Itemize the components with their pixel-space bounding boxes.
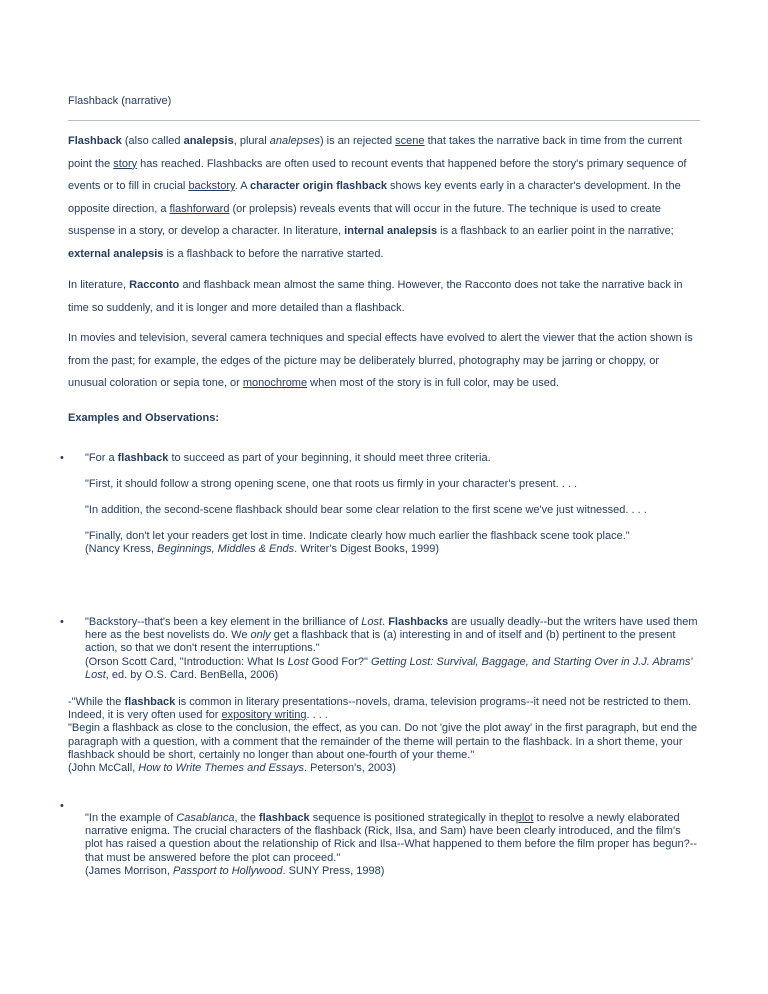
link-scene[interactable]: scene <box>395 135 425 147</box>
quote-kress-finally: "Finally, don't let your readers get lost in time. Indicate clearly how much earlier the flashback scene took place." (Nancy Kress, Beginnings, Middles & Ends. Writer's Digest Books, 1999) <box>85 530 630 556</box>
link-flashforward[interactable]: flashforward <box>169 202 230 215</box>
quote-card: "Backstory--that's been a key element in the brilliance of Lost. Flashbacks are usually deadly--but the writers have used them here as the best novelists do. We only get a flashback that is (a) interesting in and of itself and (b) pertinent to the present action, so that we don't resent the interruptions." (Orson Scott Card, "Introduction: What Is Lost Good For?" Getting Lost: Survival, Baggage, and Starting Over in J.J. Abrams' Lost, ed. by O.S. Card. BenBella, 2006) <box>85 616 698 681</box>
divider <box>68 120 700 121</box>
section-heading: Examples and Observations: <box>68 412 219 424</box>
quote-kress-intro: "For a flashback to succeed as part of your beginning, it should meet three criteria. <box>85 452 491 464</box>
paragraph-definition: Flashback (also called analepsis, plural analepses) is an rejected scene that takes the narrative back in time from the current point the story has reached. Flashbacks are often used to recount events that happened before the story's primary sequence of events or to fill in crucial backstory. A character origin flashback shows key events early in a character's development. In the opposite direction, a flashforward (or prolepsis) reveals events that will occur in the future. The technique is used to create suspense in a story, or develop a character. In literature, internal analepsis is a flashback to an earlier point in the narrative; external analepsis is a flashback to before the narrative started. <box>68 135 687 260</box>
paragraph-film: In movies and television, several camera techniques and special effects have evolved to alert the viewer that the action shown is from the past; for example, the edges of the picture may be deliberately blurred, photography may be jarring or choppy, or unusual coloration or sepia tone, or monochrome when most of the story is in full color, may be used. <box>68 332 693 390</box>
paragraph-racconto: In literature, Racconto and flashback mean almost the same thing. However, the Racconto does not take the narrative back in time so suddenly, and it is longer and more detailed than a flashback. <box>68 279 683 314</box>
quote-kress-first: "First, it should follow a strong opening scene, one that roots us firmly in your character's present. . . . <box>85 478 578 490</box>
bullet-marker: • <box>60 800 64 812</box>
link-story[interactable]: story <box>113 157 138 170</box>
link-monochrome[interactable]: monochrome <box>242 377 308 390</box>
link-plot[interactable]: plot <box>515 812 534 824</box>
bullet-marker: • <box>60 616 64 628</box>
quote-kress-second: "In addition, the second-scene flashback should bear some clear relation to the first scene we've just witnessed. . . . <box>85 504 647 516</box>
page-title: Flashback (narrative) <box>68 95 172 107</box>
quote-mccall: -"While the flashback is common in literary presentations--novels, drama, television programs--it need not be restricted to them. Indeed, it is very often used for expository writing. . . . "Begin a flashback as close to the conclusion, the effect, as you can. Do not 'give the plot away' in the first paragraph, but end the paragraph with a question, with a comment that the remainder of the theme will pertain to the flashback. In a short theme, your flashback should be short, certainly no longer than about one-fourth of your theme." (John McCall, How to Write Themes and Essays. Peterson's, 2003) <box>68 696 698 775</box>
bullet-marker: • <box>60 452 64 464</box>
link-backstory[interactable]: backstory <box>188 180 235 193</box>
quote-morrison: "In the example of Casablanca, the flashback sequence is positioned strategically in theplot to resolve a newly elaborated narrative enigma. The crucial characters of the flashback (Rick, Ilsa, and Sam) have been clearly introduced, and the film's plot has raised a question about the relationship of Rick and Ilsa--What happened to them before the film proper has begun?--that must be answered before the plot can proceed." (James Morrison, Passport to Hollywood. SUNY Press, 1998) <box>85 812 698 877</box>
link-expository-writing[interactable]: expository writing <box>221 709 307 722</box>
